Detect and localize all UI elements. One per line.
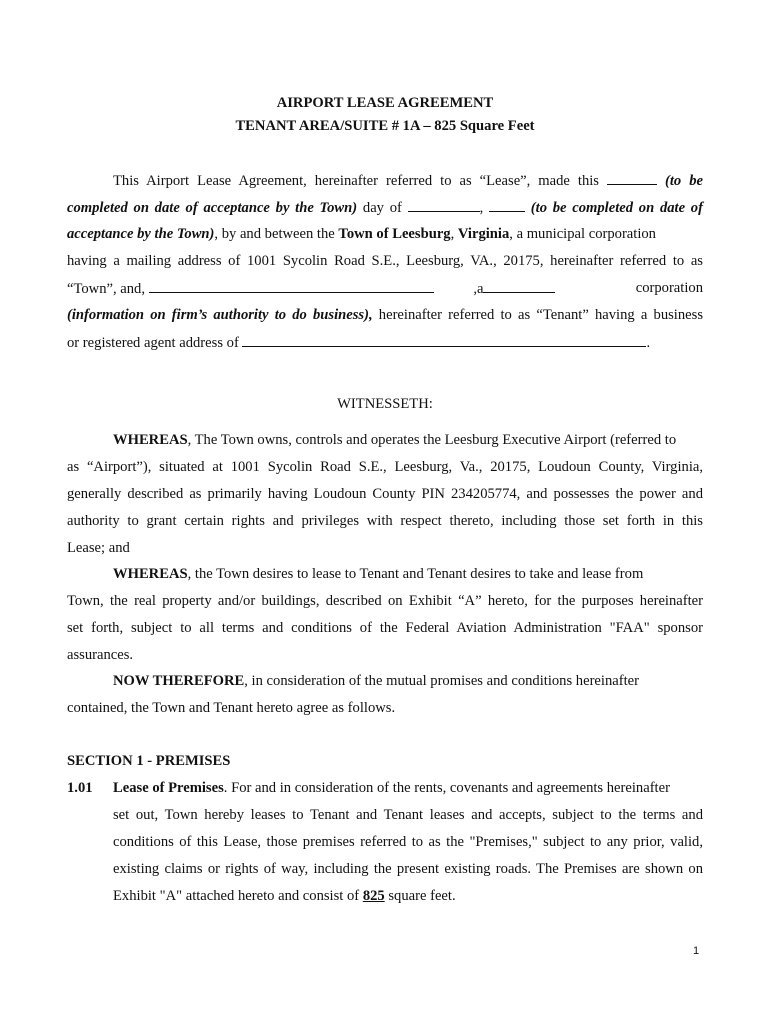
month-blank[interactable] — [408, 198, 480, 212]
intro-line-4: having a mailing address of 1001 Sycolin Road S.E., Leesburg, VA., 20175, hereinafter referred to as — [67, 253, 703, 269]
now-therefore-line-2: contained, the Town and Tenant hereto agree as follows. — [67, 700, 396, 716]
intro-line-6: (information on firm’s authority to do business), hereinafter referred to as “Tenant” having a business — [67, 307, 703, 323]
clause-1-01-line-2: set out, Town hereby leases to Tenant and Tenant leases and accepts, subject to the terms and — [113, 807, 703, 823]
intro-line-3: acceptance by the Town), by and between the Town of Leesburg, Virginia, a municipal corporation — [67, 226, 656, 242]
witnesseth-heading: WITNESSETH: — [337, 396, 433, 412]
clause-number: 1.01 — [67, 780, 93, 796]
whereas-1-line-3: generally described as primarily having Loudoun County PIN 234205774, and possesses the power and — [67, 486, 703, 502]
section-1-heading: SECTION 1 - PREMISES — [67, 753, 231, 769]
intro-line-5: “Town”, and, ,a corporation — [67, 280, 703, 297]
document-subtitle: TENANT AREA/SUITE # 1A – 825 Square Feet — [235, 118, 535, 134]
clause-1-01-line-4: existing claims or rights of way, including the present existing roads. The Premises are shown on — [113, 861, 703, 877]
page-number: 1 — [693, 945, 700, 957]
year-blank[interactable] — [489, 198, 525, 212]
now-therefore-line-1: NOW THEREFORE, in consideration of the mutual promises and conditions hereinafter — [113, 673, 639, 689]
whereas-1-line-5: Lease; and — [67, 540, 130, 556]
intro-line-7: or registered agent address of . — [67, 335, 651, 351]
date-blank[interactable] — [607, 171, 657, 185]
whereas-2-line-4: assurances. — [67, 647, 134, 663]
whereas-1-line-1: WHEREAS, The Town owns, controls and operates the Leesburg Executive Airport (referred to — [113, 432, 677, 448]
corporation-type-blank[interactable] — [483, 279, 555, 293]
clause-1-01-line-5: Exhibit "A" attached hereto and consist of 825 square feet. — [113, 888, 456, 904]
document-title: AIRPORT LEASE AGREEMENT — [276, 95, 494, 111]
whereas-2-line-2: Town, the real property and/or buildings, described on Exhibit “A” hereto, for the purposes hereinafter — [67, 593, 703, 609]
tenant-name-blank[interactable] — [149, 279, 434, 293]
whereas-2-line-3: set forth, subject to all terms and conditions of the Federal Aviation Administration "FAA" sponsor — [67, 620, 703, 636]
intro-line-1: This Airport Lease Agreement, hereinafter referred to as “Lease”, made this (to be — [113, 173, 703, 189]
square-feet-value: 825 — [362, 888, 385, 904]
agent-address-blank[interactable] — [242, 333, 646, 347]
intro-line-2: completed on date of acceptance by the Town) day of , (to be completed on date of — [67, 200, 703, 216]
clause-1-01-line-3: conditions of this Lease, those premises referred to as the "Premises," subject to any prior, valid, — [113, 834, 703, 850]
clause-1-01-line-1: Lease of Premises. For and in consideration of the rents, covenants and agreements hereinafter — [113, 780, 670, 796]
whereas-2-line-1: WHEREAS, the Town desires to lease to Tenant and Tenant desires to take and lease from — [113, 566, 644, 582]
whereas-1-line-4: authority to grant certain rights and privileges with respect thereto, including those set forth in this — [67, 513, 703, 529]
whereas-1-line-2: as “Airport”), situated at 1001 Sycolin Road S.E., Leesburg, Va., 20175, Loudoun County, Virginia, — [67, 459, 703, 475]
